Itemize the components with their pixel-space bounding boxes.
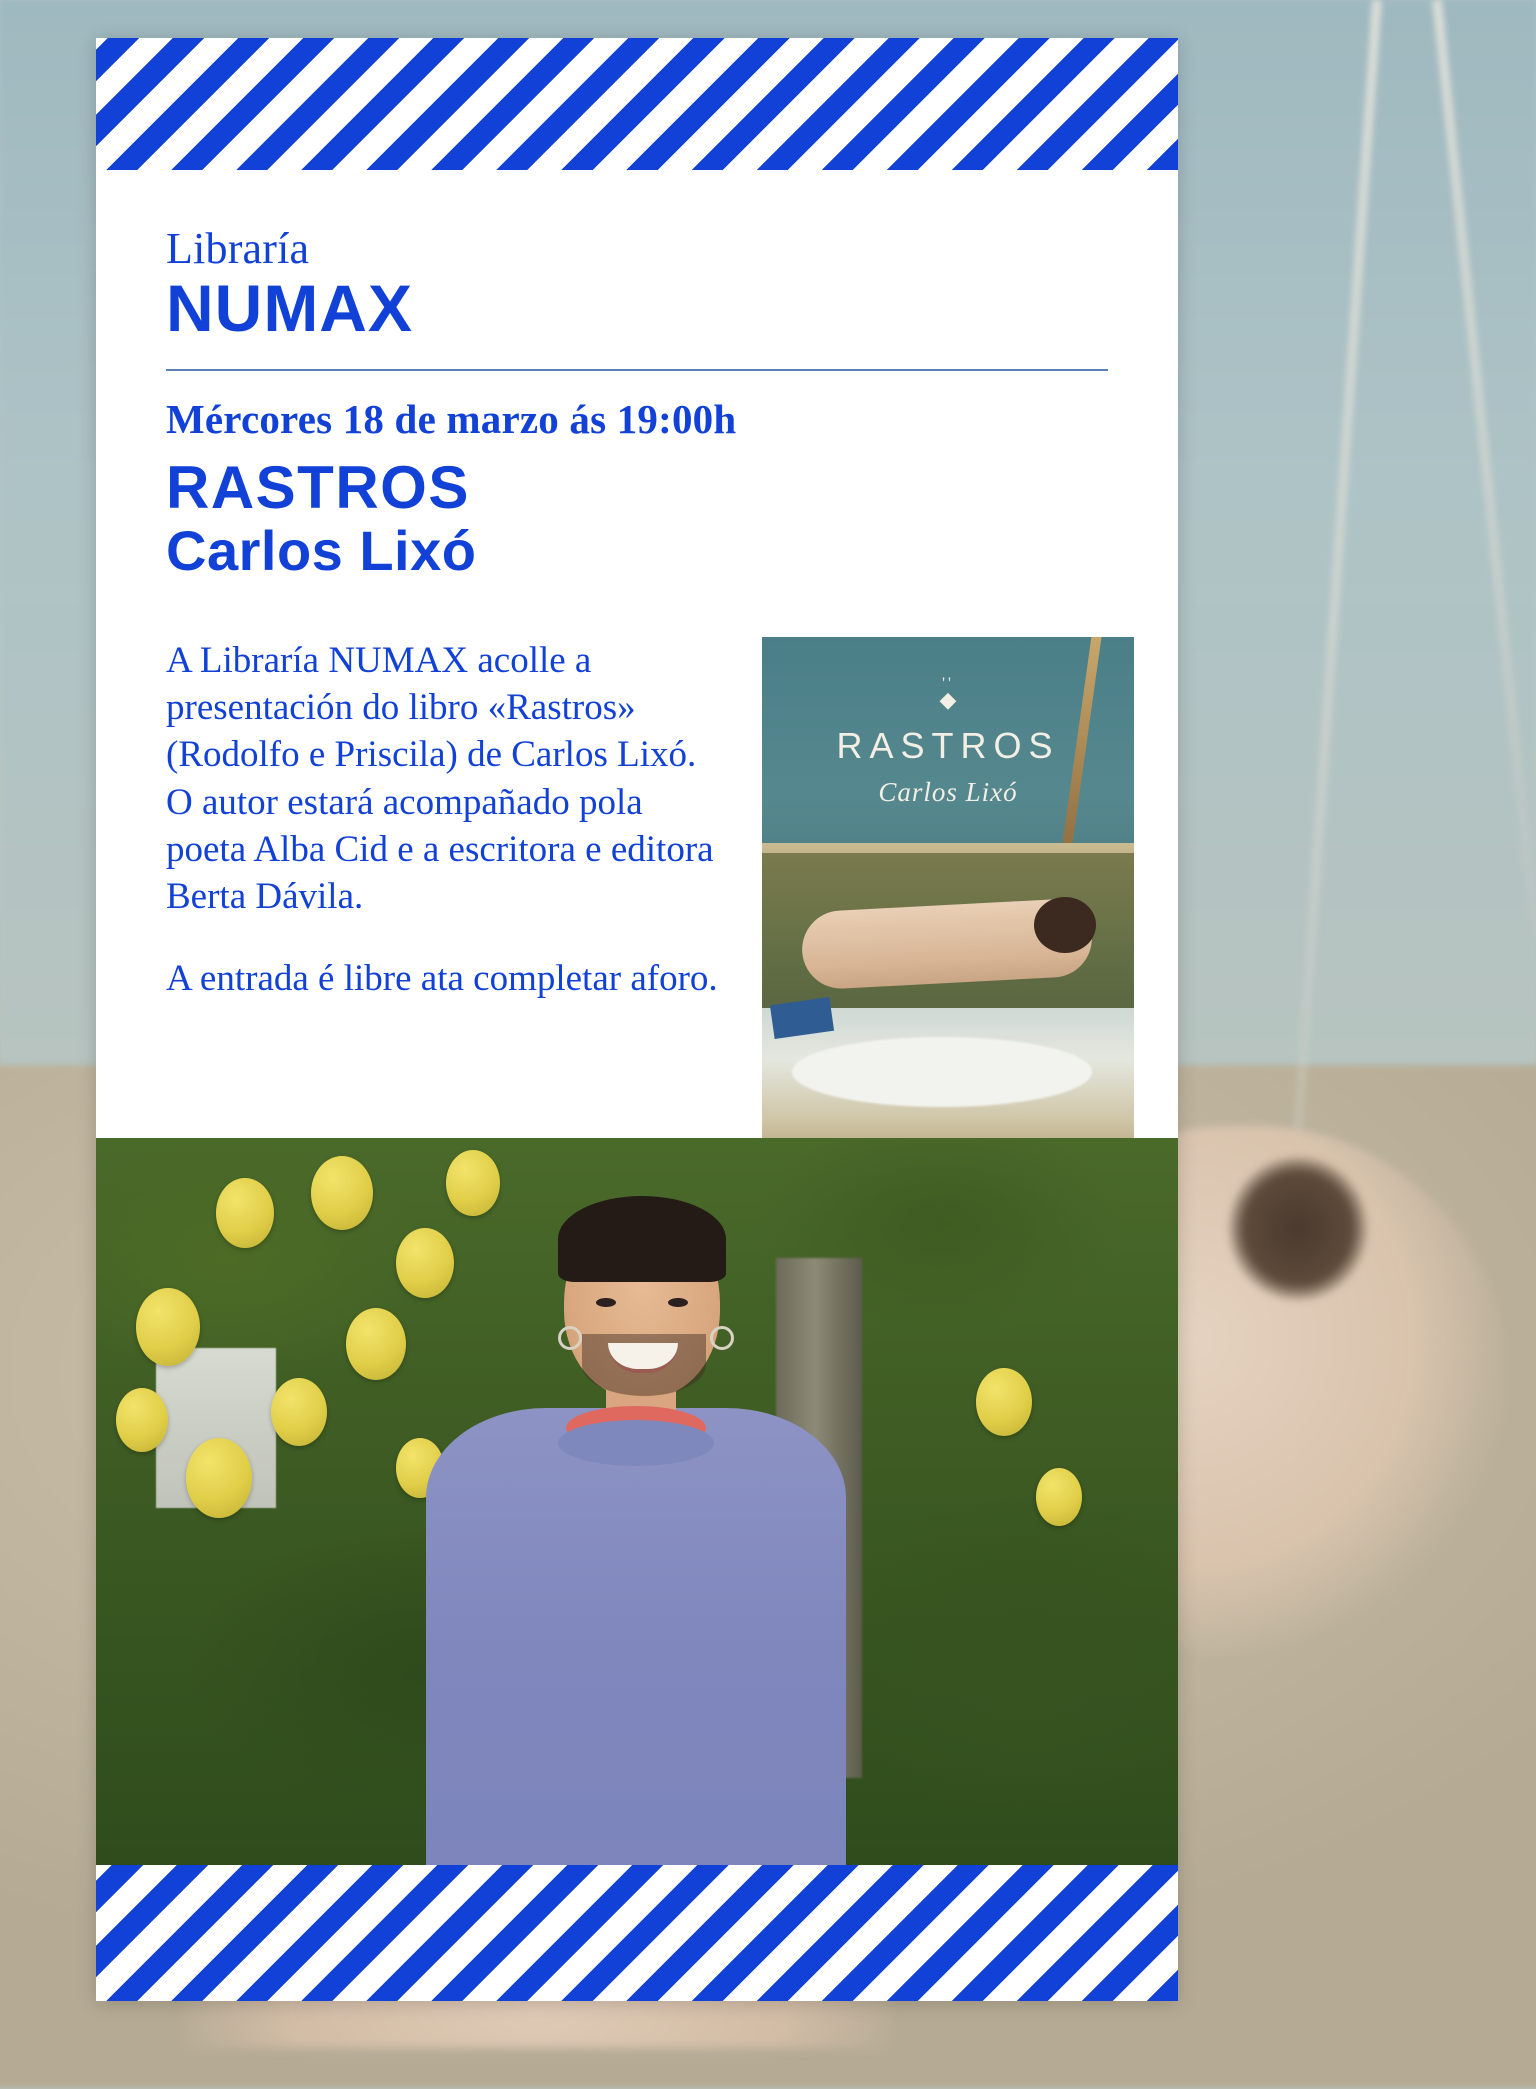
lemon-icon xyxy=(446,1150,500,1216)
lemon-icon xyxy=(311,1156,373,1230)
person-collar xyxy=(558,1420,714,1466)
brand-line-numax: NUMAX xyxy=(166,271,413,346)
book-cover-title: RASTROS xyxy=(836,724,1060,766)
lemon-icon xyxy=(186,1438,252,1518)
lemon-icon xyxy=(136,1288,200,1366)
poster-card xyxy=(96,38,1178,2001)
event-date: Mércores 18 de marzo ás 19:00h xyxy=(166,396,737,443)
description-row xyxy=(166,637,1108,1153)
description-paragraph-2: A entrada é libre ata completar aforo. xyxy=(166,957,718,999)
lemon-icon xyxy=(396,1228,454,1298)
book-cover-author: Carlos Lixó xyxy=(878,776,1018,807)
description-paragraph-1: A Libraría NUMAX acolle a presentación do libro «Rastros» (Rodolfo e Priscila) de Carlos Lixó. O autor estará acompañado pola poeta Alba Cid e a escritora e editora Berta Dávila. xyxy=(166,639,714,918)
event-title: RASTROS xyxy=(166,454,470,522)
diamond-icon: ◆ xyxy=(939,686,957,712)
description-text xyxy=(166,637,726,1003)
person-earring-left xyxy=(558,1326,582,1350)
decorative-stripes-bottom xyxy=(96,1865,1178,2001)
person-earring-right xyxy=(710,1326,734,1350)
brand-block xyxy=(166,224,1108,346)
person-eye-right xyxy=(668,1298,688,1307)
lemon-icon xyxy=(116,1388,168,1452)
book-cover-foam xyxy=(792,1037,1092,1107)
lemon-icon xyxy=(1036,1468,1082,1526)
person-fringe xyxy=(566,1256,718,1282)
event-author: Carlos Lixó xyxy=(166,518,477,582)
person-eye-left xyxy=(596,1298,616,1307)
brand-line-libraria: Libraría xyxy=(166,224,310,273)
poster-content xyxy=(96,170,1178,1153)
divider-rule xyxy=(166,369,1108,371)
lemon-icon xyxy=(271,1378,327,1446)
lemon-icon xyxy=(216,1178,274,1248)
decorative-stripes-top xyxy=(96,38,1178,170)
sparkle-icon: '' xyxy=(942,674,954,692)
lemon-icon xyxy=(346,1308,406,1380)
lemon-icon xyxy=(976,1368,1032,1436)
book-cover-image xyxy=(762,637,1134,1153)
background-figure-hair xyxy=(1229,1157,1367,1300)
book-cover-figure-head xyxy=(1034,897,1096,953)
